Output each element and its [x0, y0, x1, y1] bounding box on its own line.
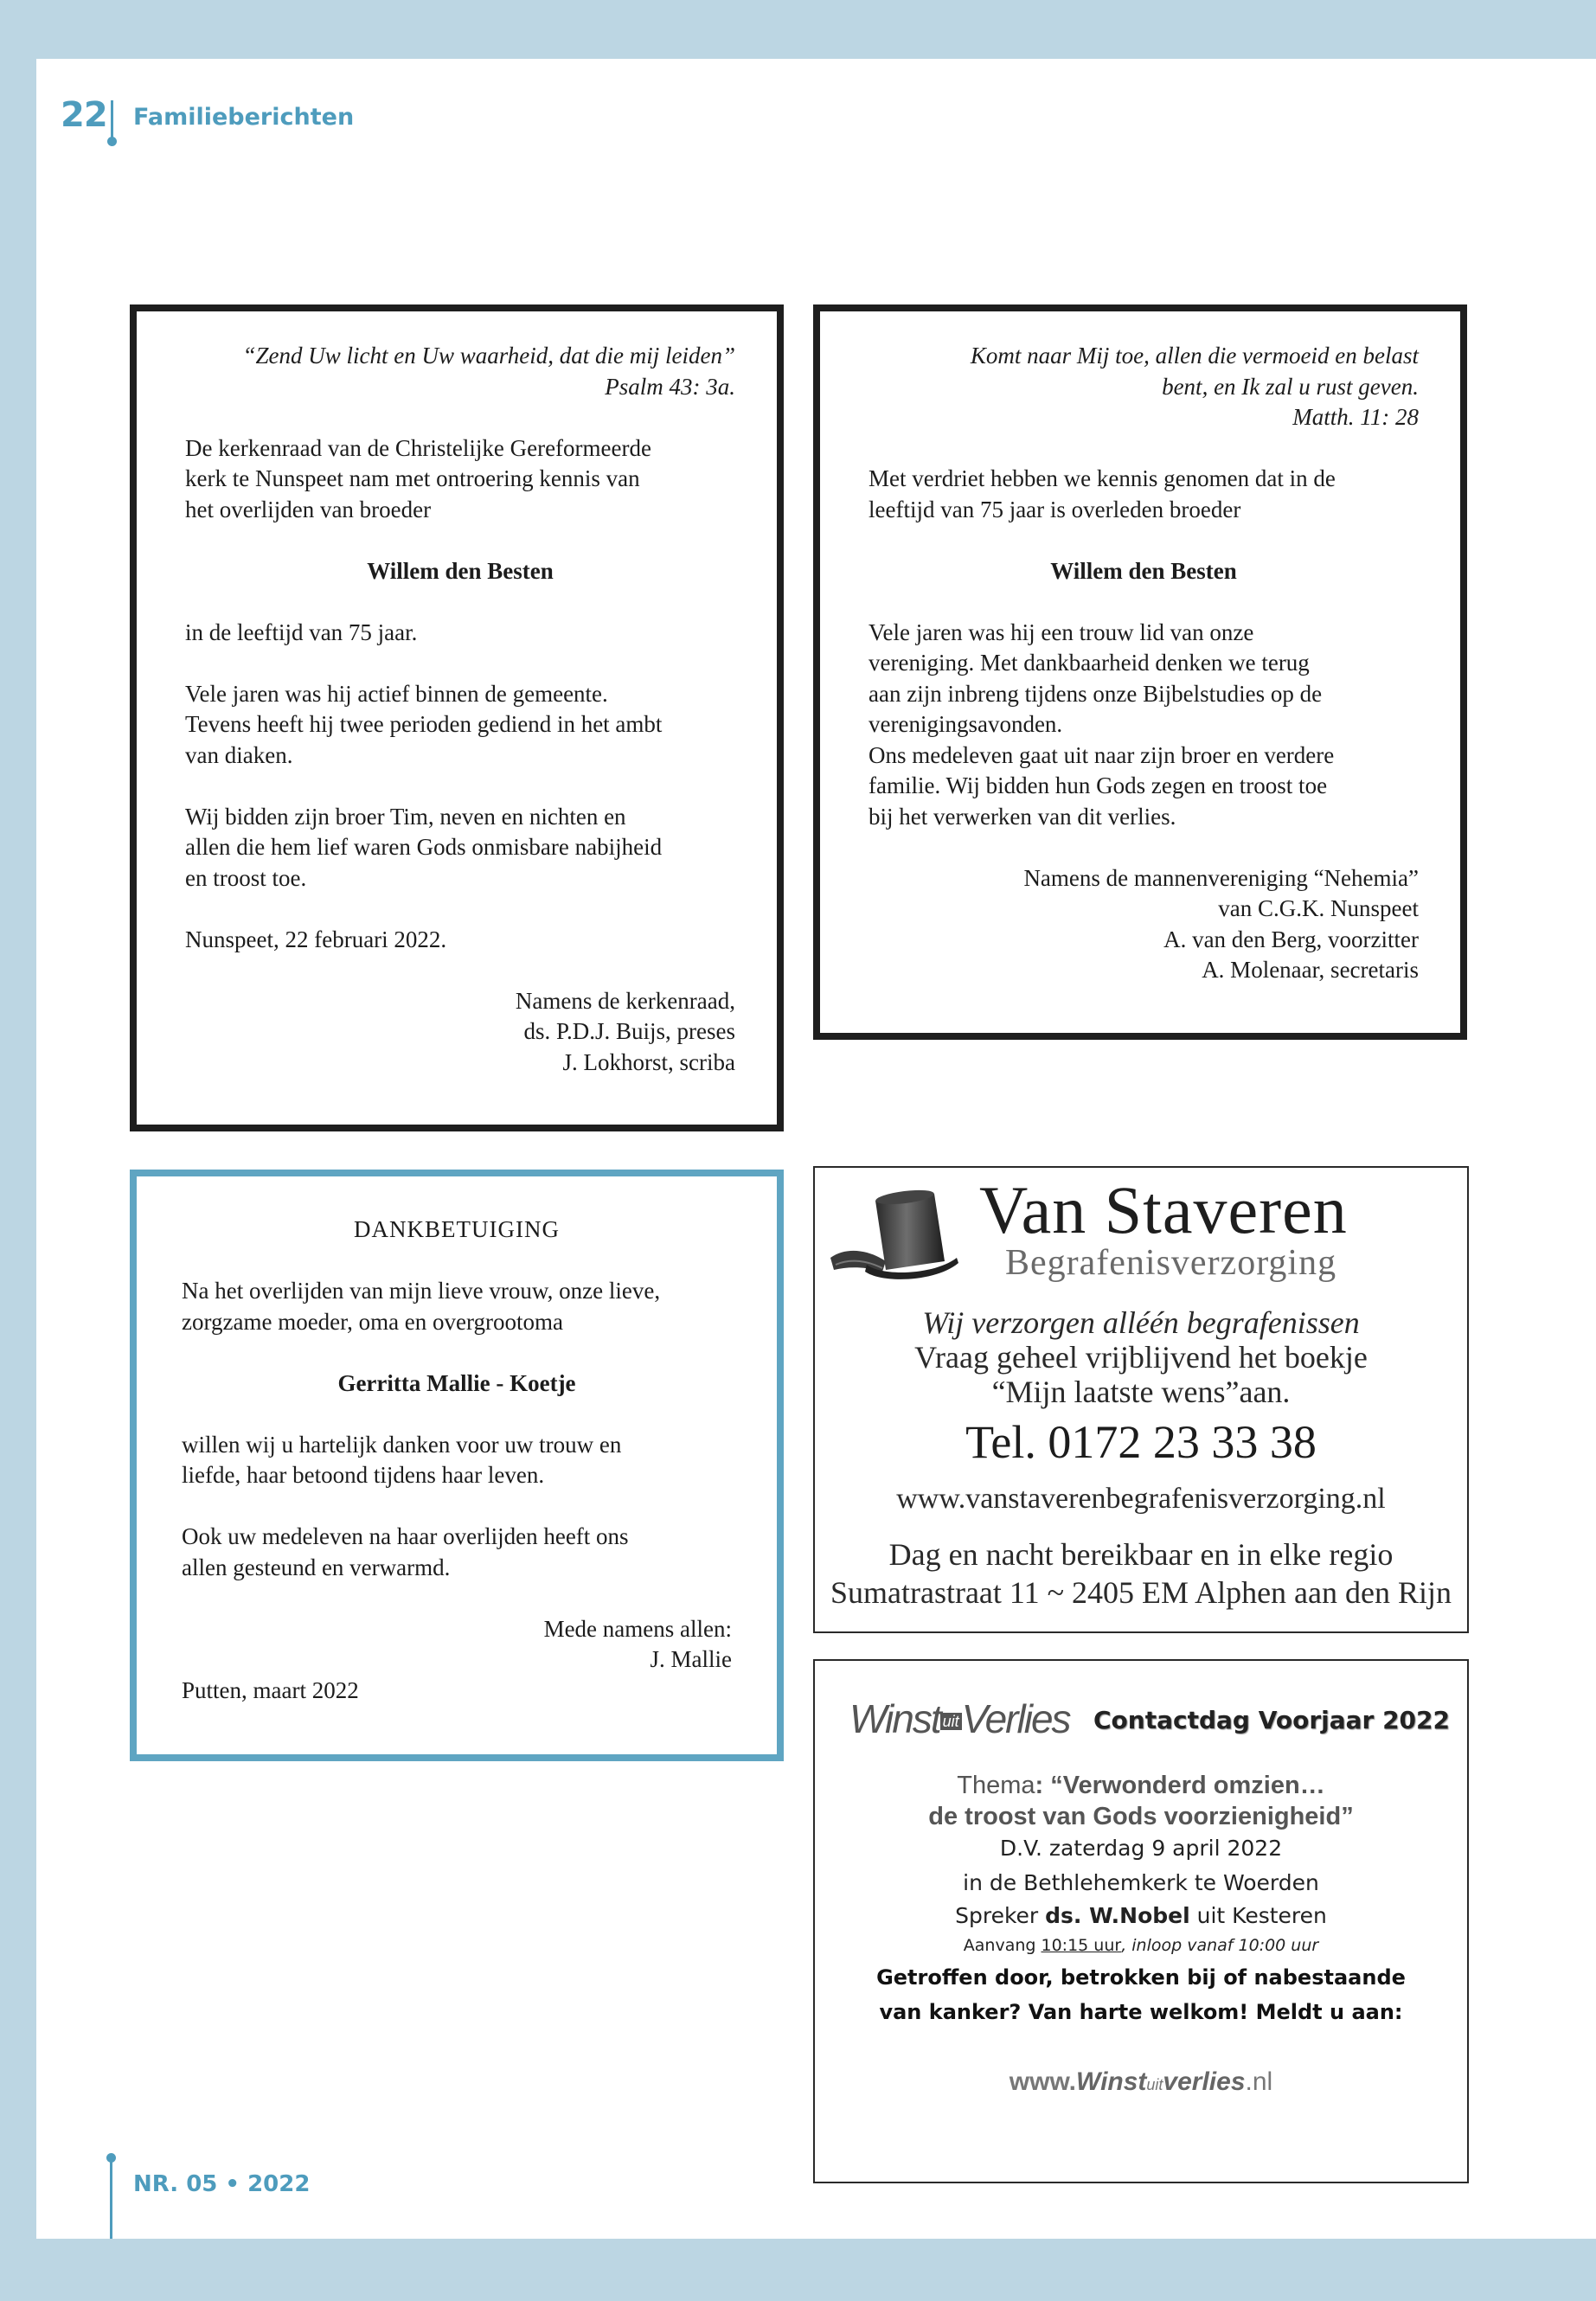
wv-start	[815, 1936, 1467, 1955]
notice2-para2-7: bij het verwerken van dit verlies.	[869, 803, 1176, 830]
notice1-para2-2: Tevens heeft hij twee perioden gediend in het ambt	[185, 711, 663, 737]
ad-van-staveren	[813, 1166, 1469, 1633]
wv-thema-1	[815, 1772, 1467, 1800]
notice2-quote-1: Komt naar Mij toe, allen die vermoeid en belast	[970, 343, 1419, 369]
notice2-quote-ref: Matth. 11: 28	[1292, 404, 1419, 430]
notice1-para3-3: en troost toe.	[185, 864, 307, 891]
vs-address: Sumatrastraat 11 ~ 2405 EM Alphen aan den Rijn	[830, 1575, 1452, 1610]
vs-tagline: Wij verzorgen alléén begrafenissen	[922, 1305, 1360, 1340]
footer-divider	[110, 2157, 112, 2239]
notice-kerkenraad	[130, 304, 784, 1131]
notice1-signature-2: ds. P.D.J. Buijs, preses	[523, 1018, 735, 1044]
notice3-para2-2: liefde, haar betoond tijdens haar leven.	[182, 1462, 545, 1488]
notice1-para3-2: allen die hem lief waren Gods onmisbare nabijheid	[185, 834, 663, 860]
notice1-para2-3: van diaken.	[185, 741, 293, 768]
notice3-para3-2: allen gesteund en verwarmd.	[182, 1554, 451, 1580]
notice1-para2-1: Vele jaren was hij actief binnen de gemeente.	[185, 680, 608, 707]
notice-dankbetuiging	[130, 1170, 784, 1761]
notice2-para2-3: aan zijn inbreng tijdens onze Bijbelstudies op de	[869, 680, 1323, 707]
header-divider	[111, 100, 113, 138]
notice3-intro-2: zorgzame moeder, oma en overgrootoma	[182, 1308, 564, 1335]
logo-winst: Winst	[849, 1696, 940, 1741]
wv-url-suffix: .nl	[1245, 2067, 1273, 2096]
wv-heading: Contactdag Voorjaar 2022	[1093, 1706, 1451, 1734]
notice2-deceased-name: Willem den Besten	[1050, 557, 1237, 584]
ad-winst-uit-verlies	[813, 1659, 1469, 2183]
wv-url[interactable]	[815, 2067, 1467, 2097]
wv-speaker-name: ds. W.Nobel	[1045, 1903, 1190, 1928]
notice2-para2-2: vereniging. Met dankbaarheid denken we terug	[869, 650, 1310, 676]
notice3-signature-1: Mede namens allen:	[543, 1615, 732, 1642]
wv-url-verlies: verlies	[1163, 2067, 1246, 2096]
wv-start-time: 10:15 uur	[1041, 1936, 1122, 1955]
notice3-deceased-name: Gerritta Mallie - Koetje	[337, 1369, 576, 1396]
notice2-signature-2: van C.G.K. Nunspeet	[1218, 895, 1419, 921]
notice3-signature-2: J. Mallie	[650, 1646, 732, 1672]
wv-cta-2: van kanker? Van harte welkom! Meldt u aan:	[879, 2000, 1403, 2024]
notice1-intro-3: het overlijden van broeder	[185, 496, 432, 522]
wv-url-prefix: www.	[1009, 2067, 1077, 2096]
notice3-para3-1: Ook uw medeleven na haar overlijden heeft ons	[182, 1523, 629, 1549]
page-number: 22	[61, 95, 107, 135]
vs-company-subtitle: Begrafenisverzorging	[1005, 1243, 1337, 1283]
notice1-quote-ref: Psalm 43: 3a.	[605, 373, 735, 400]
wv-thema-2: de troost van Gods voorzienigheid”	[928, 1803, 1354, 1830]
wv-thema-label: Thema	[957, 1772, 1035, 1799]
notice2-intro-2: leeftijd van 75 jaar is overleden broeder	[869, 496, 1241, 522]
logo-verlies: Verlies	[961, 1696, 1070, 1741]
notice2-para2-4: verenigingsavonden.	[869, 711, 1063, 737]
notice1-deceased-name: Willem den Besten	[367, 557, 554, 584]
wv-thema-title-1: : “Verwonderd omzien…	[1035, 1772, 1325, 1799]
wv-speaker-prefix: Spreker	[955, 1903, 1046, 1928]
notice2-signature-3: A. van den Berg, voorzitter	[1163, 926, 1419, 952]
notice2-intro-1: Met verdriet hebben we kennis genomen dat in de	[869, 465, 1336, 491]
vs-line3: “Mijn laatste wens”aan.	[991, 1375, 1291, 1409]
notice1-intro-1: De kerkenraad van de Christelijke Gereformeerde	[185, 434, 651, 461]
notice1-signature-1: Namens de kerkenraad,	[515, 987, 735, 1014]
issue-number: NR. 05 • 2022	[133, 2171, 311, 2197]
notice3-intro-1: Na het overlijden van mijn lieve vrouw, onze lieve,	[182, 1278, 661, 1304]
notice3-para2-1: willen wij u hartelijk danken voor uw trouw en	[182, 1431, 622, 1458]
notice3-title: DANKBETUIGING	[354, 1216, 560, 1242]
wv-cta-1: Getroffen door, betrokken bij of nabestaande	[876, 1965, 1406, 1990]
top-hat-gloves-icon	[822, 1182, 960, 1285]
vs-phone: Tel. 0172 23 33 38	[965, 1416, 1317, 1468]
winst-uit-verlies-logo	[849, 1695, 1070, 1742]
notice1-para3-1: Wij bidden zijn broer Tim, neven en nichten en	[185, 803, 626, 830]
wv-date: D.V. zaterdag 9 april 2022	[999, 1836, 1283, 1861]
notice1-age: in de leeftijd van 75 jaar.	[185, 619, 418, 645]
wv-start-note: , inloop vanaf 10:00 uur	[1121, 1936, 1319, 1955]
vs-line2: Vraag geheel vrijblijvend het boekje	[914, 1340, 1368, 1375]
wv-speaker-suffix: uit Kesteren	[1189, 1903, 1327, 1928]
notice2-quote-2: bent, en Ik zal u rust geven.	[1162, 373, 1419, 400]
notice3-place-date: Putten, maart 2022	[182, 1676, 359, 1703]
notice2-para2-1: Vele jaren was hij een trouw lid van onze	[869, 619, 1254, 645]
page	[36, 59, 1596, 2239]
vs-company-name: Van Staveren	[979, 1172, 1348, 1247]
notice1-intro-2: kerk te Nunspeet nam met ontroering kennis van	[185, 465, 640, 491]
vs-availability: Dag en nacht bereikbaar en in elke regio	[888, 1537, 1394, 1572]
wv-start-label: Aanvang	[963, 1936, 1042, 1955]
notice2-para2-5: Ons medeleven gaat uit naar zijn broer en verdere	[869, 741, 1335, 768]
notice2-signature-4: A. Molenaar, secretaris	[1202, 957, 1419, 983]
wv-url-winst: Winst	[1076, 2067, 1147, 2096]
vs-website: www.vanstaverenbegrafenisverzorging.nl	[896, 1483, 1386, 1515]
notice1-place-date: Nunspeet, 22 februari 2022.	[185, 926, 447, 952]
notice1-signature-3: J. Lokhorst, scriba	[562, 1048, 735, 1075]
notice-mannenvereniging	[813, 304, 1467, 1040]
wv-speaker	[815, 1903, 1467, 1928]
logo-uit: uit	[940, 1713, 962, 1730]
notice2-para2-6: familie. Wij bidden hun Gods zegen en troost toe	[869, 772, 1328, 798]
notice1-quote: “Zend Uw licht en Uw waarheid, dat die mij leiden”	[242, 343, 735, 369]
footer-divider-dot	[106, 2153, 116, 2163]
notice2-signature-1: Namens de mannenvereniging “Nehemia”	[1023, 864, 1419, 891]
header-divider-dot	[107, 137, 117, 146]
wv-location: in de Bethlehemkerk te Woerden	[963, 1870, 1319, 1895]
wv-url-uit: uit	[1146, 2076, 1163, 2093]
section-title: Familieberichten	[133, 104, 355, 131]
